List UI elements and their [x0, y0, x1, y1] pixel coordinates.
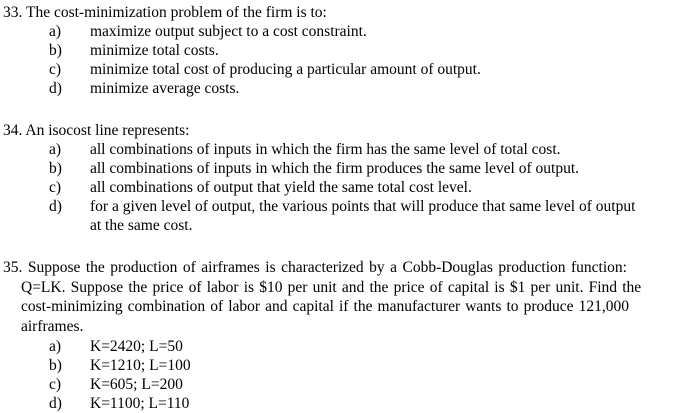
option-letter: a): [49, 23, 62, 40]
option-text-line-1: for a given level of output, the various points that will produce that same level of output: [90, 198, 636, 215]
option-letter: d): [49, 198, 62, 215]
stem-line-1: 35. Suppose the production of airframes is characterized by a Cobb-Douglas production function:: [3, 259, 627, 276]
option-text: K=2420; L=50: [90, 338, 183, 355]
option-text: maximize output subject to a cost constraint.: [90, 23, 367, 40]
option-text: K=605; L=200: [90, 376, 183, 393]
option-letter: c): [49, 376, 62, 393]
option-text: all combinations of inputs in which the firm produces the same level of output.: [90, 160, 580, 177]
option-text: K=1100; L=110: [90, 395, 190, 412]
option-letter: a): [49, 141, 62, 158]
question-35-stem: [3, 258, 693, 336]
option-text-line-2: at the same cost.: [90, 217, 193, 234]
option-text: [90, 197, 635, 235]
option-letter: c): [49, 179, 62, 196]
option-letter: d): [49, 395, 62, 412]
option-letter: b): [49, 160, 62, 177]
option-text: minimize average costs.: [90, 80, 240, 97]
stem-line-3: cost-minimizing combination of labor and capital if the manufacturer wants to produce 121,000: [21, 298, 629, 315]
option-letter: b): [49, 357, 62, 374]
option-text: all combinations of output that yield the same total cost level.: [90, 179, 472, 196]
question-33-stem: 33. The cost-minimization problem of the firm is to:: [3, 4, 327, 21]
stem-line-2: Q=LK. Suppose the price of labor is $10 per unit and the price of capital is $1 per unit. Find the: [21, 278, 642, 296]
option-text: minimize total cost of producing a particular amount of output.: [90, 61, 481, 78]
option-letter: a): [49, 338, 62, 355]
option-text: K=1210; L=100: [90, 357, 191, 374]
stem-line-4: airframes.: [21, 317, 84, 335]
option-text: all combinations of inputs in which the firm has the same level of total cost.: [90, 141, 561, 158]
option-text: minimize total costs.: [90, 42, 219, 59]
option-letter: b): [49, 42, 62, 59]
option-letter: c): [49, 61, 62, 78]
option-letter: d): [49, 80, 62, 97]
question-34-stem: 34. An isocost line represents:: [3, 122, 190, 139]
